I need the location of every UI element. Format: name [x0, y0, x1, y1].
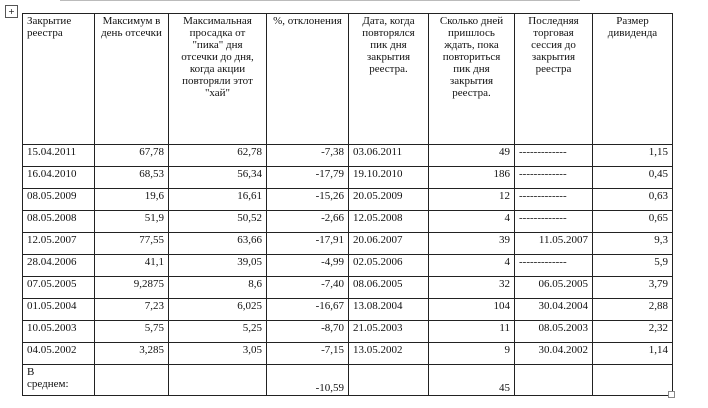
empty-cell	[515, 365, 593, 396]
average-label-line2: среднем:	[27, 378, 69, 390]
cell-record-date: 07.05.2005	[23, 277, 95, 299]
empty-cell	[593, 365, 673, 396]
cell-repeat-date: 03.06.2011	[349, 145, 429, 167]
cell-repeat-date: 13.05.2002	[349, 343, 429, 365]
header-cell: Сколько дней пришлось ждать, пока повториться пик дня закрытия реестра.	[429, 14, 515, 145]
cell-pct: -2,66	[267, 211, 349, 233]
cell-last-session: 08.05.2003	[515, 321, 593, 343]
header-cell: Дата, когда повторялся пик дня закрытия реестра.	[349, 14, 429, 145]
cell-days: 186	[429, 167, 515, 189]
cell-dividend: 3,79	[593, 277, 673, 299]
cell-pct: -7,40	[267, 277, 349, 299]
table-row	[23, 321, 673, 343]
empty-cell	[95, 365, 169, 396]
cell-max: 5,75	[95, 321, 169, 343]
header-cell: Максимум в день отсечки	[95, 14, 169, 145]
cell-repeat-date: 02.05.2006	[349, 255, 429, 277]
cell-last-session: -------------	[515, 145, 593, 167]
cell-pct: -7,15	[267, 343, 349, 365]
table-row	[23, 211, 673, 233]
cell-repeat-date: 21.05.2003	[349, 321, 429, 343]
header-cell: Размер дивиденда	[593, 14, 673, 145]
cell-repeat-date: 08.06.2005	[349, 277, 429, 299]
table-resize-handle[interactable]	[668, 391, 675, 398]
cell-max: 51,9	[95, 211, 169, 233]
cell-repeat-date: 19.10.2010	[349, 167, 429, 189]
cell-max: 41,1	[95, 255, 169, 277]
cell-dividend: 1,14	[593, 343, 673, 365]
cell-pct: -4,99	[267, 255, 349, 277]
average-label-line1: В	[27, 366, 35, 378]
cell-max: 19,6	[95, 189, 169, 211]
table-row	[23, 343, 673, 365]
cell-record-date: 08.05.2009	[23, 189, 95, 211]
cell-record-date: 01.05.2004	[23, 299, 95, 321]
cell-pct: -16,67	[267, 299, 349, 321]
cell-drawdown: 8,6	[169, 277, 267, 299]
cell-max: 77,55	[95, 233, 169, 255]
cell-drawdown: 62,78	[169, 145, 267, 167]
top-rule	[60, 0, 580, 1]
cell-drawdown: 5,25	[169, 321, 267, 343]
cell-max: 9,2875	[95, 277, 169, 299]
cell-last-session: 06.05.2005	[515, 277, 593, 299]
cell-pct: -17,79	[267, 167, 349, 189]
table-row	[23, 299, 673, 321]
cell-drawdown: 3,05	[169, 343, 267, 365]
table-row	[23, 277, 673, 299]
header-cell: Максимальная просадка от "пика" дня отсечки до дня, когда акции повторяли этот "хай"	[169, 14, 267, 145]
cell-days: 9	[429, 343, 515, 365]
cell-dividend: 0,63	[593, 189, 673, 211]
header-row	[23, 14, 673, 145]
cell-days: 32	[429, 277, 515, 299]
cell-pct: -15,26	[267, 189, 349, 211]
cell-repeat-date: 12.05.2008	[349, 211, 429, 233]
cell-last-session: -------------	[515, 189, 593, 211]
cell-days: 104	[429, 299, 515, 321]
header-cell: %, отклонения	[267, 14, 349, 145]
cell-pct: -7,38	[267, 145, 349, 167]
cell-dividend: 9,3	[593, 233, 673, 255]
cell-dividend: 0,45	[593, 167, 673, 189]
header-cell: Закрытие реестра	[23, 14, 95, 145]
cell-pct: -17,91	[267, 233, 349, 255]
cell-dividend: 2,88	[593, 299, 673, 321]
cell-last-session: 11.05.2007	[515, 233, 593, 255]
table-move-handle-icon[interactable]: +	[5, 5, 18, 18]
cell-record-date: 12.05.2007	[23, 233, 95, 255]
cell-max: 7,23	[95, 299, 169, 321]
cell-days: 11	[429, 321, 515, 343]
cell-dividend: 0,65	[593, 211, 673, 233]
cell-dividend: 2,32	[593, 321, 673, 343]
cell-repeat-date: 13.08.2004	[349, 299, 429, 321]
cell-drawdown: 39,05	[169, 255, 267, 277]
average-days: 45	[429, 365, 515, 396]
cell-days: 4	[429, 255, 515, 277]
cell-last-session: -------------	[515, 255, 593, 277]
average-pct: -10,59	[267, 365, 349, 396]
cell-drawdown: 56,34	[169, 167, 267, 189]
cell-record-date: 15.04.2011	[23, 145, 95, 167]
dividend-table	[22, 13, 673, 396]
cell-max: 68,53	[95, 167, 169, 189]
cell-drawdown: 16,61	[169, 189, 267, 211]
cell-record-date: 16.04.2010	[23, 167, 95, 189]
cell-repeat-date: 20.06.2007	[349, 233, 429, 255]
table-row	[23, 189, 673, 211]
header-cell: Последняя торговая сессия до закрытия реестра	[515, 14, 593, 145]
table-row	[23, 233, 673, 255]
cell-record-date: 10.05.2003	[23, 321, 95, 343]
cell-days: 49	[429, 145, 515, 167]
cell-dividend: 5,9	[593, 255, 673, 277]
cell-last-session: -------------	[515, 211, 593, 233]
cell-last-session: -------------	[515, 167, 593, 189]
cell-max: 67,78	[95, 145, 169, 167]
average-row	[23, 365, 673, 396]
table-row	[23, 255, 673, 277]
cell-drawdown: 63,66	[169, 233, 267, 255]
cell-record-date: 04.05.2002	[23, 343, 95, 365]
cell-days: 4	[429, 211, 515, 233]
cell-pct: -8,70	[267, 321, 349, 343]
cell-days: 12	[429, 189, 515, 211]
cell-drawdown: 50,52	[169, 211, 267, 233]
cell-drawdown: 6,025	[169, 299, 267, 321]
table-row	[23, 167, 673, 189]
table-row	[23, 145, 673, 167]
cell-record-date: 08.05.2008	[23, 211, 95, 233]
cell-repeat-date: 20.05.2009	[349, 189, 429, 211]
cell-max: 3,285	[95, 343, 169, 365]
average-label-cell	[23, 365, 95, 396]
cell-record-date: 28.04.2006	[23, 255, 95, 277]
cell-last-session: 30.04.2004	[515, 299, 593, 321]
cell-days: 39	[429, 233, 515, 255]
cell-dividend: 1,15	[593, 145, 673, 167]
empty-cell	[169, 365, 267, 396]
empty-cell	[349, 365, 429, 396]
cell-last-session: 30.04.2002	[515, 343, 593, 365]
